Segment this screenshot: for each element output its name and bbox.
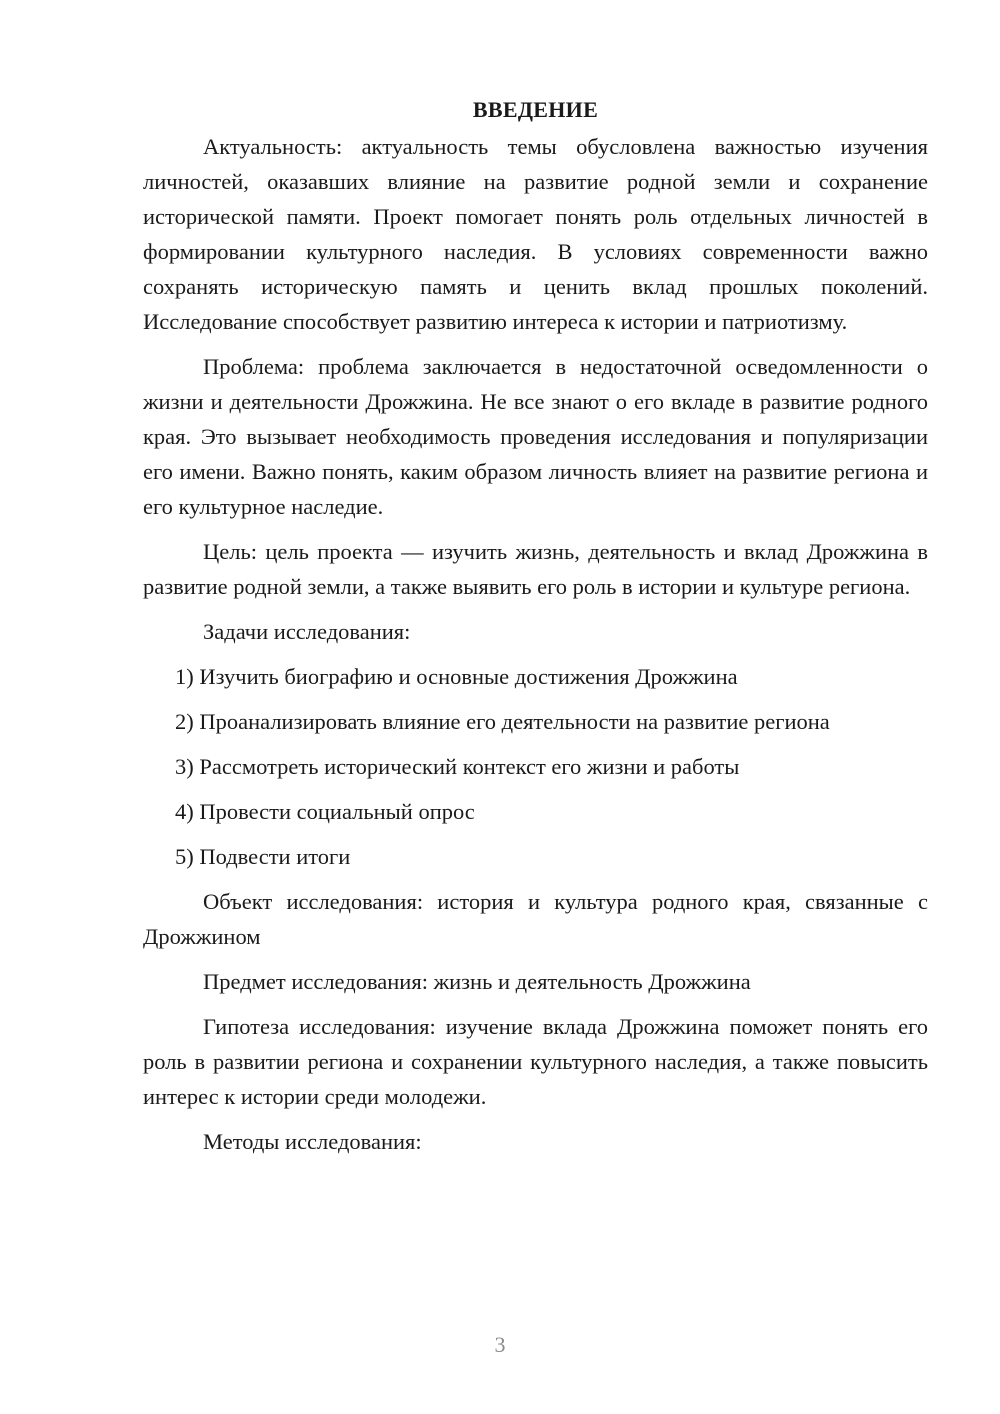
tasks-title: Задачи исследования: — [203, 619, 411, 644]
task-item-4: 4) Провести социальный опрос — [175, 799, 475, 824]
methods-title: Методы исследования: — [203, 1129, 422, 1154]
task-item-5: 5) Подвести итоги — [175, 844, 351, 869]
task-item-1: 1) Изучить биографию и основные достижения Дрожжина — [175, 664, 738, 689]
paragraph-object: Объект исследования: история и культура родного края, связанные с Дрожжином — [143, 889, 928, 949]
document-page — [143, 95, 928, 1159]
task-item-3: 3) Рассмотреть исторический контекст его жизни и работы — [175, 754, 740, 779]
task-item-2: 2) Проанализировать влияние его деятельности на развитие региона — [175, 709, 830, 734]
paragraph-hypothesis: Гипотеза исследования: изучение вклада Дрожжина поможет понять его роль в развитии региона и сохранении культурного наследия, а также повысить интерес к истории среди молодежи. — [143, 1014, 928, 1109]
paragraph-relevance: Актуальность: актуальность темы обусловлена важностью изучения личностей, оказавших влияние на развитие родной земли и сохранение исторической памяти. Проект помогает понять роль отдельных личностей в формировании культурного наследия. В условиях современности важно сохранять историческую память и ценить вклад прошлых поколений. Исследование способствует развитию интереса к истории и патриотизму. — [143, 134, 928, 334]
paragraph-problem: Проблема: проблема заключается в недостаточной осведомленности о жизни и деятельности Дрожжина. Не все знают о его вкладе в развитие родного края. Это вызывает необходимость проведения исследования и популяризации его имени. Важно понять, каким образом личность влияет на развитие региона и его культурное наследие. — [143, 354, 928, 519]
paragraph-goal: Цель: цель проекта — изучить жизнь, деятельность и вклад Дрожжина в развитие родной земли, а также выявить его роль в истории и культуре региона. — [143, 539, 928, 599]
section-heading: ВВЕДЕНИЕ — [472, 97, 599, 122]
page-number: 3 — [494, 1332, 506, 1357]
paragraph-subject: Предмет исследования: жизнь и деятельность Дрожжина — [203, 969, 751, 994]
